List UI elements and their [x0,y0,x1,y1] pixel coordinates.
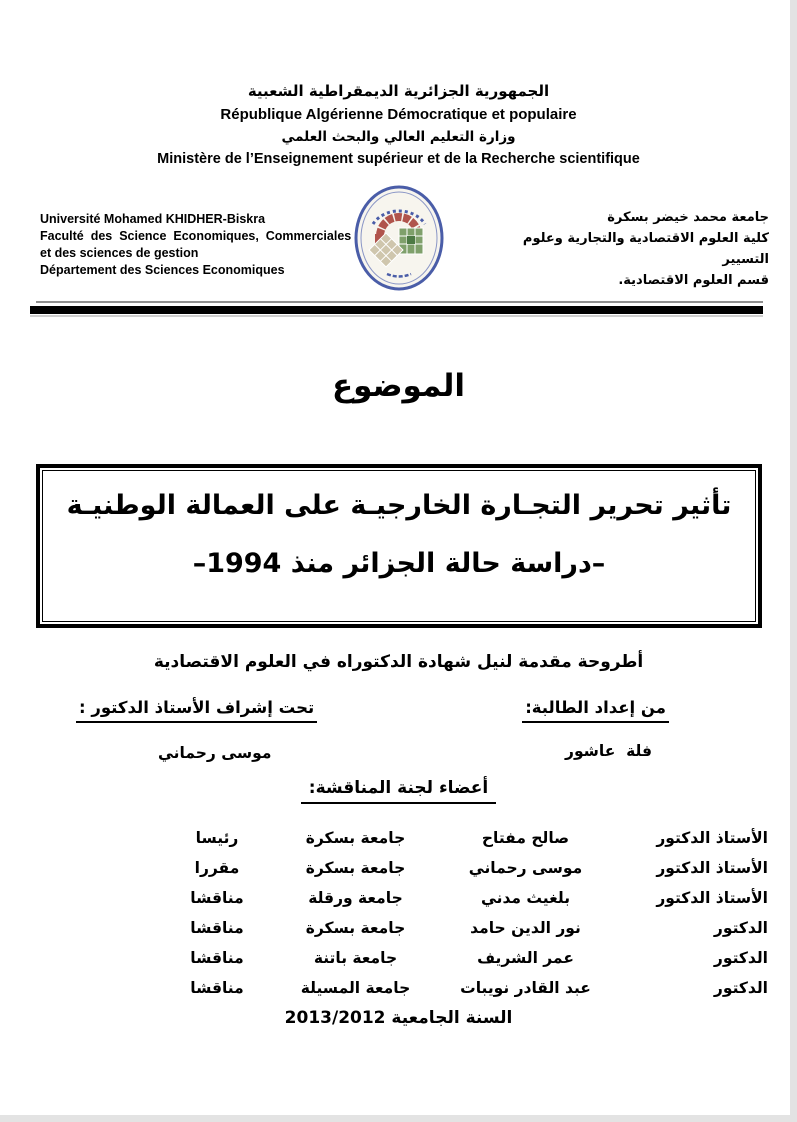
thesis-statement: أطروحة مقدمة لنيل شهادة الدكتوراه في العلوم الاقتصادية [153,652,644,672]
university-logo-emblem [353,184,445,292]
member-title: الدكتور [713,979,768,997]
supervisor-label: تحت إشراف الأستاذ الدكتور : [76,698,317,723]
faculty-name-french-2: et des sciences de gestion [40,246,199,260]
university-name-arabic: جامعة محمد خيضر بسكرة [607,210,769,225]
committee-heading-wrap [0,778,797,804]
member-university: جامعة بسكرة [305,829,406,847]
committee-table [156,823,768,1003]
university-name-french: Université Mohamed KHIDHER-Biskra [40,212,266,226]
member-role: رئيسا [195,829,239,847]
member-name: بلغيث مدني [480,889,571,907]
separator-rule-thick [30,306,763,314]
department-name-arabic: قسم العلوم الاقتصادية. [618,273,769,288]
separator-rule-shadow [30,315,763,317]
page-edge-right [790,0,797,1122]
faculty-name-french-1: Faculté des Science Economiques, Commerciales [40,229,352,243]
institution-block-arabic [479,207,769,291]
table-row [156,823,768,853]
republic-title-arabic: الجمهورية الجزائرية الديمقراطية الشعبية [247,82,550,100]
committee-heading: أعضاء لجنة المناقشة: [301,778,496,804]
member-university: جامعة المسيلة [300,979,411,997]
thesis-title-box [36,464,762,628]
member-name: عبد القادر نويبات [460,979,591,997]
member-title: الدكتور [713,949,768,967]
republic-title-french: République Algérienne Démocratique et populaire [220,106,577,123]
ministry-title-arabic: وزارة التعليم العالي والبحث العلمي [281,129,516,145]
supervisor-name: موسى رحماني [158,744,272,762]
faculty-name-arabic: كلية العلوم الاقتصادية والتجارية وعلوم التسيير [522,231,769,267]
member-name: صالح مفتاح [481,829,570,847]
member-role: مناقشا [190,979,244,997]
member-role: مقررا [194,859,240,877]
national-header [0,80,797,171]
member-title: الأستاذ الدكتور [656,889,768,907]
table-row [156,913,768,943]
member-title: الأستاذ الدكتور [656,829,768,847]
member-role: مناقشا [190,889,244,907]
member-university: جامعة بسكرة [305,859,406,877]
member-university: جامعة باتنة [313,949,398,967]
institution-block-french [40,211,355,279]
member-university: جامعة ورقلة [308,889,403,907]
member-university: جامعة بسكرة [305,919,406,937]
thesis-title-line2: –دراسة حالة الجزائر منذ 1994– [192,548,606,579]
ministry-title-french: Ministère de l’Enseignement supérieur et de la Recherche scientifique [157,151,640,167]
thesis-title-box-inner-border [42,470,756,622]
separator-rule-thin [36,301,763,303]
table-row [156,883,768,913]
department-name-french: Département des Sciences Economiques [40,263,285,277]
member-name: نور الدين حامد [470,919,581,937]
member-title: الأستاذ الدكتور [656,859,768,877]
prepared-by-label: من إعداد الطالبة: [522,698,669,723]
table-row [156,973,768,1003]
member-role: مناقشا [190,949,244,967]
table-row [156,943,768,973]
thesis-title-line1: تأثير تحرير التجـارة الخارجيـة على العمالة الوطنيـة [66,490,732,521]
member-title: الدكتور [713,919,768,937]
member-role: مناقشا [190,919,244,937]
subject-heading: الموضوع [331,368,466,404]
member-name: موسى رحماني [468,859,583,877]
table-row [156,853,768,883]
university-logo [353,184,445,292]
student-name: فلة عاشور [565,742,652,760]
page-edge-bottom [0,1115,797,1122]
member-name: عمر الشريف [477,949,574,967]
academic-year: السنة الجامعية 2013/2012 [284,1008,513,1028]
